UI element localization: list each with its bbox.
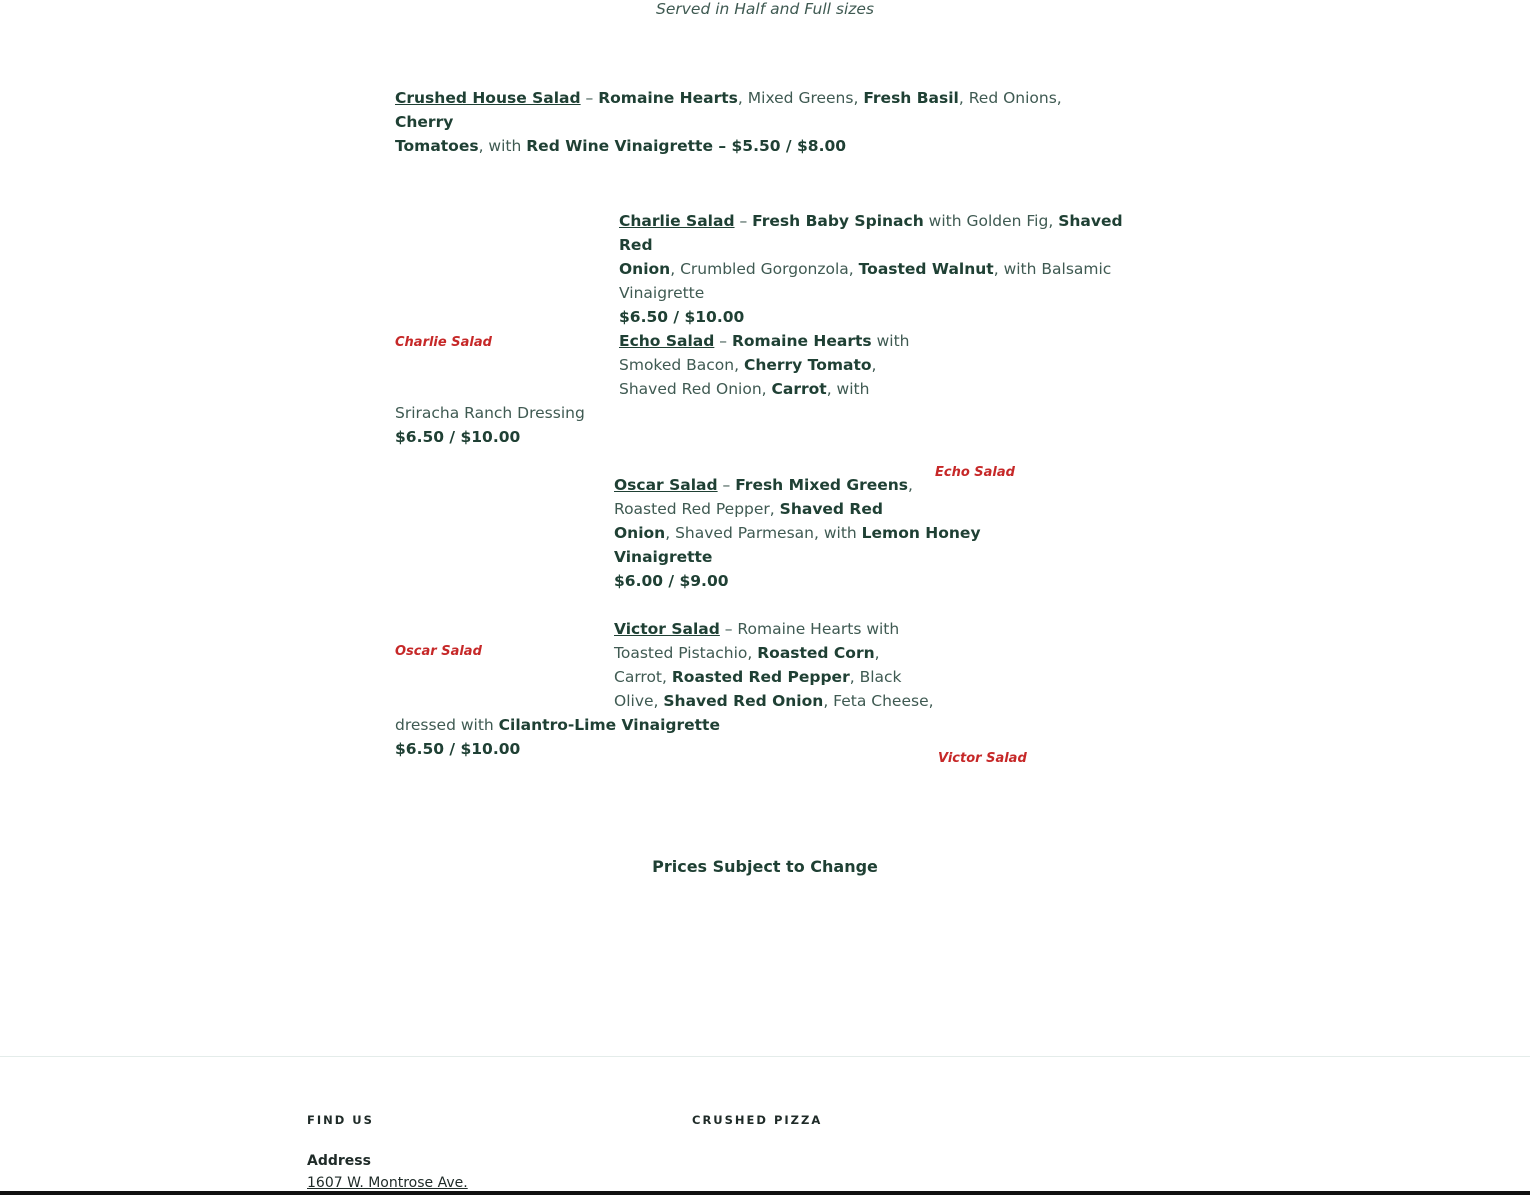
footer-address-link[interactable]: 1607 W. Montrose Ave. (307, 1175, 468, 1191)
oscar-salad-link[interactable]: Oscar Salad (614, 476, 718, 494)
victor-salad-link[interactable]: Victor Salad (614, 620, 720, 638)
charlie-salad-item: Charlie Salad – Fresh Baby Spinach with Golden Fig, Shaved Red Onion, Crumbled Gorgonzola, Toasted Walnut, with Balsamic Vinaigrette $6.50 / $10.00 (619, 212, 1123, 326)
charlie-salad-image-caption: Charlie Salad (395, 335, 492, 350)
footer-brand-heading: CRUSHED PIZZA (692, 1113, 823, 1127)
served-sizes-note: Served in Half and Full sizes (656, 0, 874, 18)
echo-salad-image-caption: Echo Salad (935, 465, 1015, 480)
footer-address-label: Address (307, 1153, 371, 1169)
echo-salad-price: $6.50 / $10.00 (395, 428, 521, 446)
victor-salad-item: Victor Salad – Romaine Hearts with Toasted Pistachio, Roasted Corn, Carrot, Roasted Red Pepper, Black Olive, Shaved Red Onion, Feta Cheese, (614, 620, 934, 710)
charlie-salad-link[interactable]: Charlie Salad (619, 212, 735, 230)
echo-salad-item-cont: Sriracha Ranch Dressing $6.50 / $10.00 (395, 404, 585, 446)
crushed-house-salad-item: Crushed House Salad – Romaine Hearts, Mixed Greens, Fresh Basil, Red Onions, Cherry Tomatoes, with Red Wine Vinaigrette – $5.50 / $8.00 (395, 89, 1062, 155)
echo-salad-link[interactable]: Echo Salad (619, 332, 715, 350)
victor-salad-image-caption: Victor Salad (938, 751, 1027, 766)
bottom-edge-bar (0, 1191, 1530, 1195)
charlie-salad-price: $6.50 / $10.00 (619, 308, 745, 326)
victor-salad-item-cont: dressed with Cilantro-Lime Vinaigrette $6.50 / $10.00 (395, 716, 720, 758)
footer-divider (0, 1056, 1530, 1057)
oscar-salad-item: Oscar Salad – Fresh Mixed Greens, Roasted Red Pepper, Shaved Red Onion, Shaved Parmesan, with Lemon Honey Vinaigrette $6.00 / $9.00 (614, 476, 981, 590)
victor-salad-price: $6.50 / $10.00 (395, 740, 521, 758)
prices-subject-to-change-note: Prices Subject to Change (652, 857, 878, 876)
footer-find-us-heading: FIND US (307, 1113, 374, 1127)
echo-salad-item: Echo Salad – Romaine Hearts with Smoked Bacon, Cherry Tomato, Shaved Red Onion, Carrot, with (619, 332, 910, 398)
oscar-salad-price: $6.00 / $9.00 (614, 572, 729, 590)
crushed-house-salad-link[interactable]: Crushed House Salad (395, 89, 581, 107)
oscar-salad-image-caption: Oscar Salad (395, 644, 482, 659)
